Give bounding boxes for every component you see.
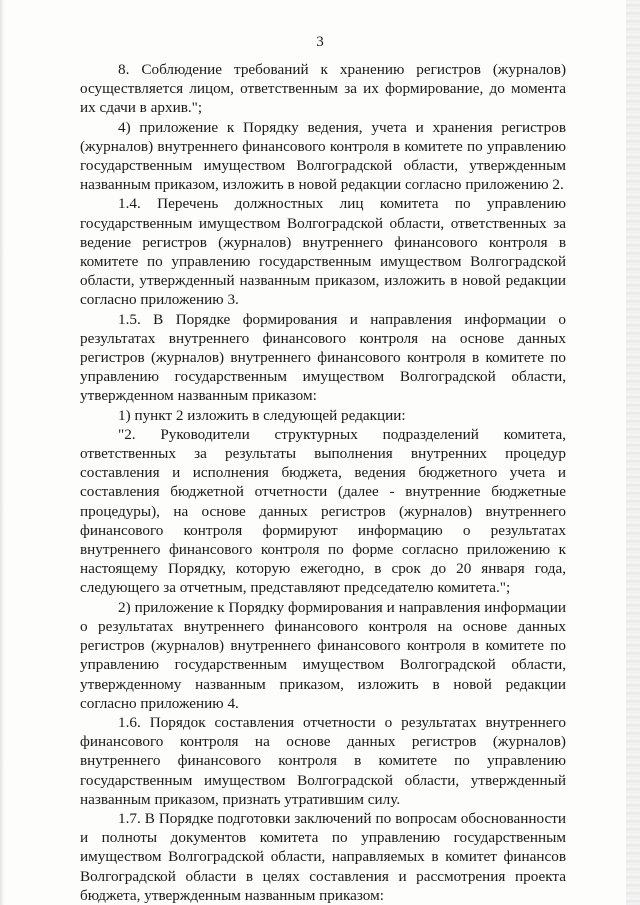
paragraph: 1.6. Порядок составления отчетности о результатах внутреннего финансового контроля на основе данных регистров (журналов) внутреннего финансового контроля в комитете по управлению государственным имуществом Волгоградской области, утвержденный названным приказом, признать утратившим силу.	[80, 713, 566, 808]
paragraph: 1.5. В Порядке формирования и направления информации о результатах внутреннего финансового контроля на основе данных регистров (журналов) внутреннего финансового контроля в комитете по управлению государственным имуществом Волгоградской области, утвержденном названным приказом:	[80, 310, 566, 405]
page-number: 3	[316, 34, 324, 50]
document-body	[80, 60, 566, 905]
scan-edge-left	[0, 0, 4, 905]
scan-edge-right	[626, 0, 640, 905]
paragraph: 1.4. Перечень должностных лиц комитета по управлению государственным имуществом Волгоградской области, ответственных за ведение регистров (журналов) внутреннего финансового контроля в комитете по управлению государственным имуществом Волгоградской области, утвержденный названным приказом, изложить в новой редакции согласно приложению 3.	[80, 195, 566, 309]
paragraph: 1) пункт 2 изложить в следующей редакции:	[118, 406, 406, 424]
paragraph: 2) приложение к Порядку формирования и направления информации о результатах внутреннего финансового контроля на основе данных регистров (журналов) внутреннего финансового контроля в комитете по управлению государственным имуществом Волгоградской области, утвержденному названным приказом, изложить в новой редакции согласно приложению 4.	[80, 598, 566, 712]
paragraph: 1.7. В Порядке подготовки заключений по вопросам обоснованности и полноты документов комитета по управлению государственным имуществом Волгоградской области, направляемых в комитет финансов Волгоградской области в целях составления и рассмотрения проекта бюджета, утвержденным названным приказом:	[80, 809, 566, 904]
paragraph: 4) приложение к Порядку ведения, учета и хранения регистров (журналов) внутреннего финансового контроля в комитете по управлению государственным имуществом Волгоградской области, утвержденным названным приказом, изложить в новой редакции согласно приложению 2.	[80, 118, 566, 194]
paragraph: "2. Руководители структурных подразделений комитета, ответственных за результаты выполнения внутренних процедур составления и исполнения бюджета, ведения бюджетного учета и составления бюджетной отчетности (далее - внутренние бюджетные процедуры), на основе данных регистров (журналов) внутреннего финансового контроля формируют информацию о результатах внутреннего финансового контроля по форме согласно приложению к настоящему Порядку, которую ежегодно, в срок до 20 января года, следующего за отчетным, представляют председателю комитета.";	[80, 425, 566, 597]
paragraph: 8. Соблюдение требований к хранению регистров (журналов) осуществляется лицом, ответственным за их формирование, до момента их сдачи в архив.";	[80, 61, 566, 117]
